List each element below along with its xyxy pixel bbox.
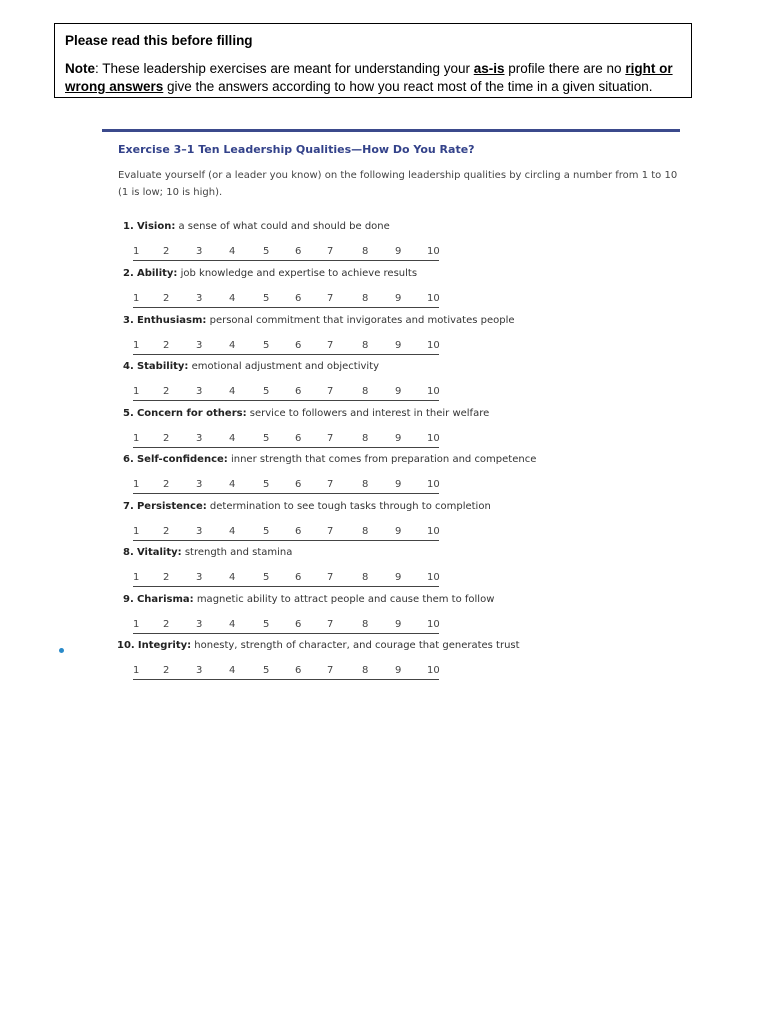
rating-option[interactable]: 1 — [133, 386, 140, 397]
rating-option[interactable]: 1 — [133, 293, 140, 304]
rating-option[interactable]: 3 — [196, 340, 203, 351]
rating-option[interactable]: 10 — [427, 433, 440, 444]
rating-option[interactable]: 6 — [295, 386, 302, 397]
rating-option[interactable]: 5 — [263, 386, 270, 397]
rating-option[interactable]: 7 — [327, 619, 334, 630]
quality-item-1 — [123, 221, 390, 232]
quality-item-5 — [123, 408, 489, 419]
rating-option[interactable]: 7 — [327, 665, 334, 676]
rating-scale-3 — [133, 340, 439, 355]
quality-item-10 — [117, 640, 520, 651]
rating-option[interactable]: 2 — [163, 246, 170, 257]
rating-option[interactable]: 2 — [163, 433, 170, 444]
rating-option[interactable]: 1 — [133, 479, 140, 490]
rating-option[interactable]: 5 — [263, 526, 270, 537]
rating-option[interactable]: 6 — [295, 526, 302, 537]
rating-scale-2 — [133, 293, 439, 308]
rating-option[interactable]: 1 — [133, 665, 140, 676]
rating-option[interactable]: 7 — [327, 526, 334, 537]
quality-description: personal commitment that invigorates and motivates people — [206, 315, 515, 326]
rating-option[interactable]: 2 — [163, 665, 170, 676]
rating-option[interactable]: 10 — [427, 386, 440, 397]
rating-option[interactable]: 7 — [327, 293, 334, 304]
rating-option[interactable]: 3 — [196, 526, 203, 537]
rating-option[interactable]: 8 — [362, 665, 369, 676]
rating-option[interactable]: 8 — [362, 572, 369, 583]
as-is-emphasis: as-is — [473, 61, 505, 76]
rating-option[interactable]: 10 — [427, 340, 440, 351]
rating-option[interactable]: 5 — [263, 479, 270, 490]
rating-option[interactable]: 4 — [229, 386, 236, 397]
item-number: 1. — [123, 221, 134, 232]
rating-option[interactable]: 9 — [395, 479, 402, 490]
rating-scale-4 — [133, 386, 439, 401]
quality-name: Ability: — [136, 268, 178, 279]
rating-option[interactable]: 8 — [362, 526, 369, 537]
quality-name: Stability: — [136, 361, 189, 372]
rating-option[interactable]: 4 — [229, 433, 236, 444]
rating-scale-8 — [133, 572, 439, 587]
quality-description: honesty, strength of character, and courage that generates trust — [191, 640, 520, 651]
quality-description: a sense of what could and should be done — [175, 221, 390, 232]
rating-option[interactable]: 6 — [295, 479, 302, 490]
rating-option[interactable]: 3 — [196, 665, 203, 676]
rating-option[interactable]: 4 — [229, 479, 236, 490]
rating-option[interactable]: 3 — [196, 246, 203, 257]
rating-option[interactable]: 6 — [295, 293, 302, 304]
quality-description: service to followers and interest in their welfare — [246, 408, 490, 419]
quality-description: job knowledge and expertise to achieve results — [177, 268, 418, 279]
rating-scale-9 — [133, 619, 439, 634]
rating-option[interactable]: 4 — [229, 665, 236, 676]
quality-description: emotional adjustment and objectivity — [188, 361, 380, 372]
item-number: 2. — [123, 268, 134, 279]
rating-option[interactable]: 3 — [196, 433, 203, 444]
rating-option[interactable]: 10 — [427, 293, 440, 304]
rating-option[interactable]: 8 — [362, 619, 369, 630]
rating-option[interactable]: 7 — [327, 386, 334, 397]
item-number: 10. — [117, 640, 135, 651]
rating-option[interactable]: 9 — [395, 619, 402, 630]
rating-option[interactable]: 1 — [133, 526, 140, 537]
quality-item-9 — [123, 594, 494, 605]
item-number: 9. — [123, 594, 134, 605]
rating-scale-6 — [133, 479, 439, 494]
quality-item-7 — [123, 501, 491, 512]
rating-option[interactable]: 8 — [362, 479, 369, 490]
instructions-box — [54, 23, 692, 98]
right-or-wrong-emphasis: right or wrong answers — [65, 61, 673, 94]
rating-option[interactable]: 7 — [327, 246, 334, 257]
rating-option[interactable]: 7 — [327, 479, 334, 490]
rating-option[interactable]: 9 — [395, 386, 402, 397]
item-number: 8. — [123, 547, 134, 558]
rating-option[interactable]: 9 — [395, 433, 402, 444]
note-text-2: profile there are no — [504, 61, 626, 76]
quality-name: Integrity: — [137, 640, 192, 651]
rating-option[interactable]: 9 — [395, 246, 402, 257]
quality-item-2 — [123, 268, 417, 279]
item-number: 7. — [123, 501, 134, 512]
quality-name: Vision: — [136, 221, 176, 232]
rating-option[interactable]: 1 — [133, 340, 140, 351]
rating-option[interactable]: 2 — [163, 340, 170, 351]
rating-option[interactable]: 8 — [362, 386, 369, 397]
rating-option[interactable]: 9 — [395, 572, 402, 583]
rating-option[interactable]: 2 — [163, 526, 170, 537]
item-number: 3. — [123, 315, 134, 326]
rating-option[interactable]: 10 — [427, 526, 440, 537]
rating-option[interactable]: 3 — [196, 293, 203, 304]
rating-option[interactable]: 10 — [427, 619, 440, 630]
rating-option[interactable]: 5 — [263, 572, 270, 583]
rating-option[interactable]: 3 — [196, 619, 203, 630]
rating-option[interactable]: 4 — [229, 293, 236, 304]
quality-item-4 — [123, 361, 379, 372]
rating-option[interactable]: 9 — [395, 340, 402, 351]
instructions-heading: Please read this before filling — [65, 33, 253, 48]
quality-description: inner strength that comes from preparation and competence — [227, 454, 537, 465]
quality-item-3 — [123, 315, 515, 326]
rating-option[interactable]: 1 — [133, 619, 140, 630]
rating-option[interactable]: 2 — [163, 572, 170, 583]
rating-option[interactable]: 10 — [427, 479, 440, 490]
rating-option[interactable]: 5 — [263, 340, 270, 351]
rating-option[interactable]: 5 — [263, 246, 270, 257]
rating-option[interactable]: 3 — [196, 479, 203, 490]
note-text-3: give the answers according to how you react most of the time in a given situation. — [163, 79, 653, 94]
quality-item-8 — [123, 547, 292, 558]
rating-option[interactable]: 6 — [295, 572, 302, 583]
quality-name: Vitality: — [136, 547, 182, 558]
rating-option[interactable]: 4 — [229, 526, 236, 537]
rating-option[interactable]: 4 — [229, 340, 236, 351]
rating-option[interactable]: 2 — [163, 386, 170, 397]
rating-option[interactable]: 5 — [263, 293, 270, 304]
rating-option[interactable]: 6 — [295, 619, 302, 630]
rating-option[interactable]: 6 — [295, 340, 302, 351]
rating-option[interactable]: 7 — [327, 572, 334, 583]
quality-description: magnetic ability to attract people and cause them to follow — [193, 594, 495, 605]
rating-scale-10 — [133, 665, 439, 680]
rating-option[interactable]: 5 — [263, 665, 270, 676]
rating-option[interactable]: 9 — [395, 293, 402, 304]
quality-name: Enthusiasm: — [136, 315, 207, 326]
quality-description: determination to see tough tasks through to completion — [206, 501, 491, 512]
rating-scale-7 — [133, 526, 439, 541]
note-label: Note — [65, 61, 95, 76]
quality-name: Concern for others: — [136, 408, 247, 419]
rating-option[interactable]: 4 — [229, 246, 236, 257]
rating-option[interactable]: 8 — [362, 246, 369, 257]
rating-option[interactable]: 2 — [163, 619, 170, 630]
rating-option[interactable]: 9 — [395, 526, 402, 537]
rating-option[interactable]: 3 — [196, 572, 203, 583]
rating-option[interactable]: 8 — [362, 433, 369, 444]
exercise-title: Exercise 3–1 Ten Leadership Qualities—How Do You Rate? — [118, 143, 475, 156]
item-number: 6. — [123, 454, 134, 465]
quality-description: strength and stamina — [181, 547, 293, 558]
rating-option[interactable]: 1 — [133, 246, 140, 257]
rating-option[interactable]: 4 — [229, 572, 236, 583]
quality-name: Self-confidence: — [136, 454, 228, 465]
exercise-header-rule — [102, 129, 680, 132]
rating-option[interactable]: 5 — [263, 433, 270, 444]
rating-option[interactable]: 1 — [133, 433, 140, 444]
item-number: 4. — [123, 361, 134, 372]
rating-option[interactable]: 2 — [163, 479, 170, 490]
rating-option[interactable]: 6 — [295, 433, 302, 444]
bullet-dot — [59, 648, 64, 653]
rating-option[interactable]: 10 — [427, 665, 440, 676]
rating-option[interactable]: 10 — [427, 246, 440, 257]
rating-option[interactable]: 5 — [263, 619, 270, 630]
rating-scale-5 — [133, 433, 439, 448]
rating-option[interactable]: 8 — [362, 293, 369, 304]
rating-scale-1 — [133, 246, 439, 261]
quality-name: Persistence: — [136, 501, 207, 512]
item-number: 5. — [123, 408, 134, 419]
rating-option[interactable]: 1 — [133, 572, 140, 583]
exercise-instructions: Evaluate yourself (or a leader you know) on the following leadership qualities by circling a number from 1 to 10 (1 is low; 10 is high). — [118, 170, 678, 198]
rating-option[interactable]: 3 — [196, 386, 203, 397]
rating-option[interactable]: 10 — [427, 572, 440, 583]
rating-option[interactable]: 6 — [295, 665, 302, 676]
rating-option[interactable]: 2 — [163, 293, 170, 304]
instructions-note — [65, 60, 681, 96]
note-text-1: : These leadership exercises are meant for understanding your — [95, 61, 474, 76]
rating-option[interactable]: 9 — [395, 665, 402, 676]
quality-name: Charisma: — [136, 594, 194, 605]
rating-option[interactable]: 8 — [362, 340, 369, 351]
rating-option[interactable]: 7 — [327, 340, 334, 351]
rating-option[interactable]: 6 — [295, 246, 302, 257]
quality-item-6 — [123, 454, 536, 465]
rating-option[interactable]: 7 — [327, 433, 334, 444]
rating-option[interactable]: 4 — [229, 619, 236, 630]
